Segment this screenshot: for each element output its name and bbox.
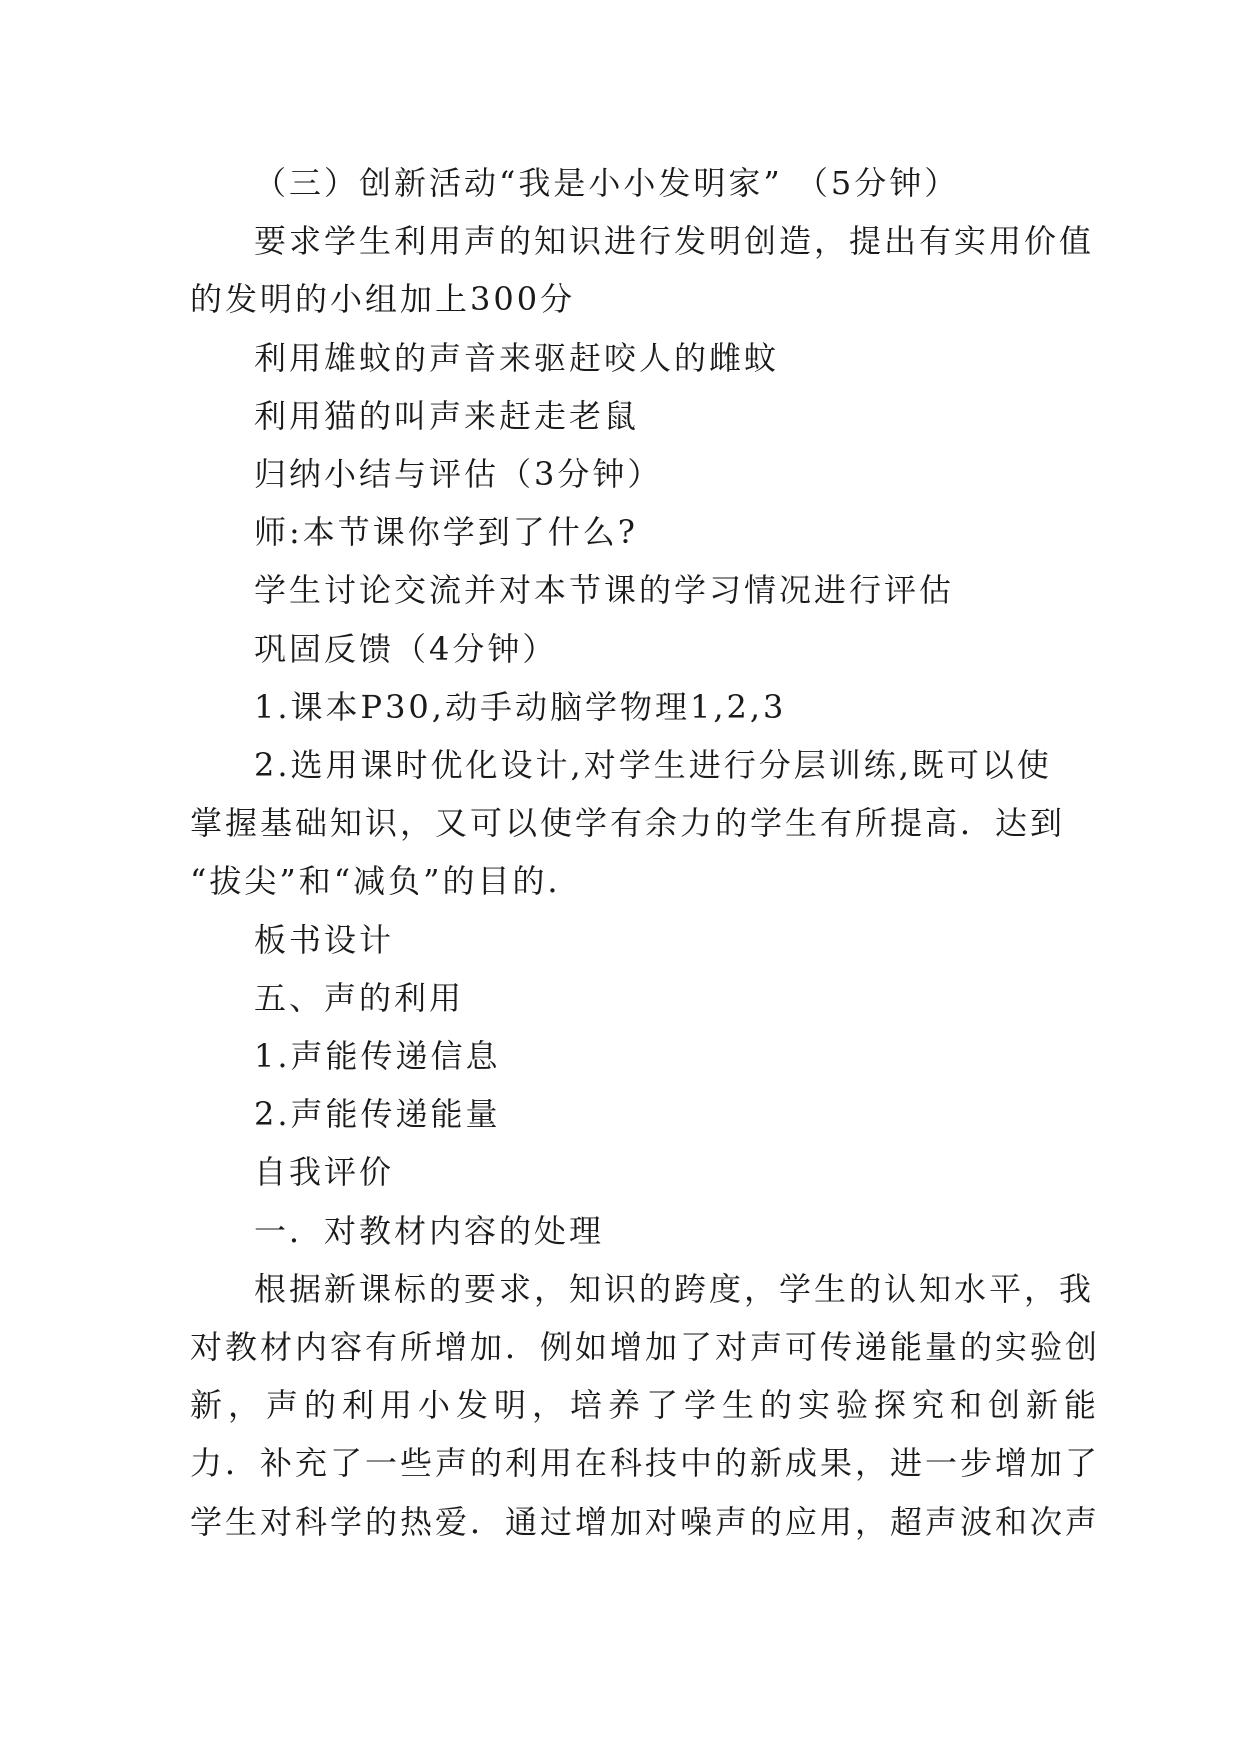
section-heading: 巩固反馈（4分钟） bbox=[254, 630, 558, 668]
section-heading: 板书设计 bbox=[254, 921, 395, 959]
list-item: 利用雄蚊的声音来驱赶咬人的雌蚊 bbox=[254, 339, 780, 377]
board-title: 五、声的利用 bbox=[254, 979, 465, 1017]
activity-heading: （三）创新活动“我是小小发明家” （5分钟） bbox=[254, 164, 960, 202]
paragraph-line: 根据新课标的要求，知识的跨度，学生的认知水平，我 bbox=[254, 1270, 1095, 1308]
list-item: 1.声能传递信息 bbox=[254, 1037, 501, 1075]
paragraph-line: 对教材内容有所增加．例如增加了对声可传递能量的实验创 bbox=[190, 1328, 1101, 1366]
paragraph-line: “拔尖”和“减负”的目的． bbox=[190, 862, 583, 900]
list-item: 利用猫的叫声来赶走老鼠 bbox=[254, 397, 640, 435]
paragraph-line: 学生对科学的热爱．通过增加对噪声的应用，超声波和次声 bbox=[190, 1503, 1101, 1541]
paragraph-line: 力．补充了一些声的利用在科技中的新成果，进一步增加了 bbox=[190, 1444, 1101, 1482]
paragraph-line: 学生讨论交流并对本节课的学习情况进行评估 bbox=[254, 571, 955, 609]
subsection-heading: 一．对教材内容的处理 bbox=[254, 1212, 605, 1250]
section-heading: 自我评价 bbox=[254, 1153, 395, 1191]
paragraph-line: 要求学生利用声的知识进行发明创造，提出有实用价值 bbox=[254, 222, 1095, 260]
paragraph-line: 掌握基础知识，又可以使学有余力的学生有所提高．达到 bbox=[190, 804, 1066, 842]
paragraph-line: 新，声的利用小发明，培养了学生的实验探究和创新能 bbox=[190, 1386, 1103, 1424]
list-item: 1.课本P30,动手动脑学物理1,2,3 bbox=[254, 688, 787, 726]
list-item: 2.声能传递能量 bbox=[254, 1095, 501, 1133]
paragraph-line: 的发明的小组加上300分 bbox=[190, 280, 576, 318]
list-item: 2.选用课时优化设计,对学生进行分层训练,既可以使 bbox=[254, 746, 1052, 784]
section-heading: 归纳小结与评估（3分钟） bbox=[254, 455, 663, 493]
paragraph-line: 师:本节课你学到了什么? bbox=[254, 513, 638, 551]
